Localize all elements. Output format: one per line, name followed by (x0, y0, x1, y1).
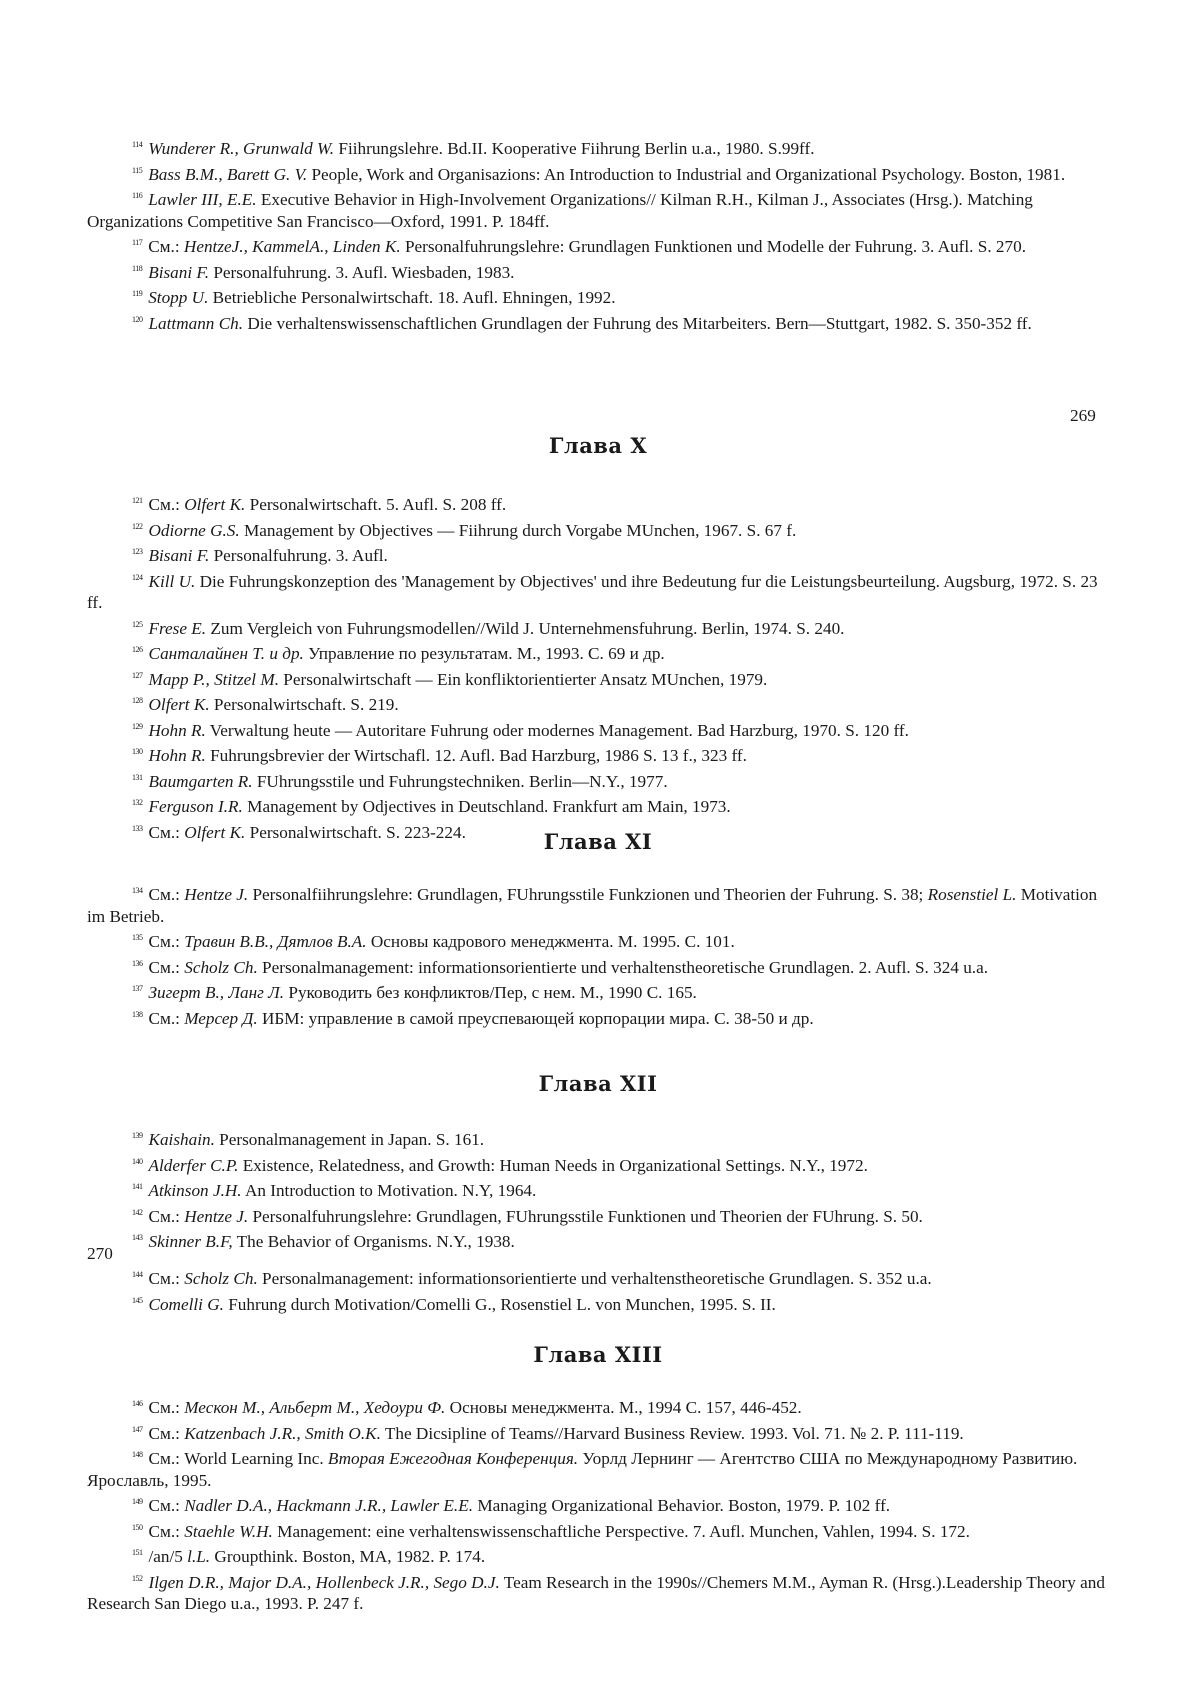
footnote-author: Ferguson I.R. (148, 797, 243, 816)
footnote (87, 1491, 1109, 1517)
footnote (87, 880, 1109, 927)
footnote-author: Atkinson J.H. (148, 1181, 242, 1200)
footnote-author: Мерсер Д. (184, 1008, 258, 1028)
page-number: 270 (87, 1244, 113, 1263)
footnote (87, 690, 1109, 716)
footnote-number: 115 (132, 165, 143, 175)
footnote-number: 134 (132, 886, 143, 895)
footnote-author: Nadler D.A., Hackmann J.R., Lawler E.E. (184, 1496, 474, 1515)
footnote-prefix: См.: (148, 1206, 185, 1226)
footnote-text: Руководить без конфликтов/Пер, с нем. М., 1990 С. 165. (284, 983, 697, 1002)
footnote-prefix: См.: (148, 1008, 185, 1028)
footnote-number: 117 (132, 238, 143, 247)
footnotes-chapter-xi (87, 880, 1109, 1029)
footnote-author: Bisani F. (148, 262, 210, 282)
footnote (87, 516, 1109, 542)
footnote-author: Rosenstiel L. (927, 885, 1017, 904)
footnote-number: 128 (132, 696, 143, 705)
footnote-text: Personalwirtschaft — Ein konfliktorientierter Ansatz MUnchen, 1979. (279, 669, 768, 689)
page-number: 269 (1070, 406, 1096, 425)
footnote (87, 665, 1109, 691)
chapter-heading: Глава XIII (533, 1342, 663, 1367)
footnote-number: 142 (132, 1207, 143, 1217)
footnote-text: Управление по результатам. М., 1993. С. 69 и др. (303, 644, 665, 663)
footnote-number: 138 (132, 1009, 143, 1019)
footnote-author: Мескон М., Альберт М., Хедоури Ф. (184, 1398, 446, 1417)
footnote-number: 145 (132, 1295, 143, 1305)
footnote-text: Team Research in the 1990s//Chemers M.M., Ayman R. (Hrsg.).Leadership Theory and Research San Diego u.a., 1993. P. 247 f. (87, 1572, 1105, 1613)
footnote-author: Lawler III, E.E. (148, 190, 257, 209)
footnote (87, 160, 1109, 186)
footnote (87, 1517, 1109, 1543)
footnote (87, 1176, 1109, 1202)
footnote-number: 151 (132, 1548, 143, 1557)
footnote-number: 130 (132, 747, 143, 756)
footnote-text: People, Work and Organisazions: An Introduction to Industrial and Organizational Psychology. Boston, 1981. (307, 164, 1066, 184)
footnote (87, 1227, 1109, 1253)
footnotes-chapter-xii-continued (87, 1264, 1109, 1315)
footnote (87, 614, 1109, 640)
footnote-text: Основы кадрового менеджмента. М. 1995. С. 101. (366, 932, 735, 951)
footnote (87, 185, 1109, 232)
footnote-text: Personalmanagement: informationsorientierte und verhaltenstheoretische Grundlagen. S. 352 u.a. (257, 1269, 932, 1288)
footnote-prefix: /an/5 (148, 1547, 188, 1566)
footnote-prefix: См.: (148, 237, 184, 256)
footnote-author: Lattmann Ch. (148, 313, 244, 333)
footnote-number: 119 (132, 289, 143, 298)
footnote-author: Scholz Ch. (184, 1269, 258, 1288)
footnote-text: Personalfuhrungslehre: Grundlagen Funktionen und Modelle der Fuhrung. 3. Aufl. S. 270. (400, 237, 1027, 256)
footnote-author: Kill U. (148, 571, 196, 591)
footnote (87, 567, 1109, 614)
footnote-author: Staehle W.H. (184, 1521, 273, 1541)
footnote (87, 716, 1109, 742)
footnote-number: 135 (132, 933, 143, 942)
footnote-author: Odiorne G.S. (148, 520, 240, 540)
footnote (87, 232, 1109, 258)
footnote-author: Bass B.M., Barett G. V. (148, 164, 308, 184)
footnote-number: 137 (132, 984, 143, 993)
footnote-prefix: См.: (148, 1521, 185, 1541)
footnote-text: An Introduction to Motivation. N.Y, 1964. (241, 1181, 537, 1200)
footnote (87, 927, 1109, 953)
footnote (87, 741, 1109, 767)
footnote (87, 1202, 1109, 1228)
footnote (87, 258, 1109, 284)
footnote (87, 639, 1109, 665)
footnote (87, 1568, 1109, 1615)
footnote-text: Die Fuhrungskonzeption des 'Management by Objectives' und ihre Bedeutung fur die Leistungsbeurteilung. Augsburg, 1972. S. 23 ff. (87, 571, 1098, 612)
footnote-number: 114 (132, 140, 143, 149)
footnote-number: 133 (132, 823, 143, 833)
footnote-prefix: См.: (148, 885, 185, 904)
footnote-text: The Dicsipline of Teams//Harvard Business Review. 1993. Vol. 71. № 2. P. 111-119. (380, 1423, 964, 1443)
footnote-author: Comelli G. (148, 1294, 224, 1314)
footnote-number: 139 (132, 1131, 143, 1140)
footnote-text: Fuhrungsbrevier der Wirtschafl. 12. Aufl. Bad Harzburg, 1986 S. 13 f., 323 ff. (205, 746, 747, 765)
footnote-author: Зигерт В., Ланг Л. (148, 983, 285, 1002)
footnote-prefix: См.: (148, 957, 185, 977)
footnote-number: 140 (132, 1156, 143, 1166)
footnote (87, 1419, 1109, 1445)
footnote-author: Hentze J. (184, 885, 249, 904)
footnote-author: Kaishain. (148, 1130, 215, 1149)
footnote (87, 309, 1109, 335)
footnote-prefix: См.: (148, 1496, 185, 1515)
footnote-text: Management: eine verhaltenswissenschaftliche Perspective. 7. Aufl. Munchen, Vahlen, 1994. S. 172. (272, 1521, 970, 1541)
footnote-number: 143 (132, 1233, 143, 1242)
footnote-author: Alderfer C.P. (148, 1155, 239, 1175)
footnote (87, 1151, 1109, 1177)
footnote-prefix: См.: (148, 822, 185, 842)
footnote (87, 767, 1109, 793)
chapter-heading: Глава XII (538, 1071, 658, 1096)
footnote-number: 123 (132, 547, 143, 556)
footnote-author: HentzeJ., KammelA., Linden K. (183, 237, 401, 256)
footnote (87, 953, 1109, 979)
footnote (87, 490, 1109, 516)
footnote-number: 147 (132, 1424, 143, 1434)
footnote-text: Groupthink. Boston, MA, 1982. P. 174. (210, 1547, 486, 1566)
footnote-number: 129 (132, 721, 143, 731)
footnote-text: Existence, Relatedness, and Growth: Human Needs in Organizational Settings. N.Y., 1972. (238, 1155, 868, 1175)
footnote (87, 1444, 1109, 1491)
footnote-number: 149 (132, 1497, 143, 1506)
footnote-author: Katzenbach J.R., Smith O.K. (184, 1423, 381, 1443)
footnote-number: 131 (132, 772, 143, 782)
footnote-number: 125 (132, 619, 143, 629)
footnote (87, 541, 1109, 567)
footnote-text: Основы менеджмента. М., 1994 С. 157, 446-452. (445, 1398, 802, 1417)
footnote-text: Personalfuhrung. 3. Aufl. Wiesbaden, 1983. (209, 262, 515, 282)
footnotes-chapter-xii (87, 1125, 1109, 1253)
footnote-text: Verwaltung heute — Autoritare Fuhrung oder modernes Management. Bad Harzburg, 1970. S. 120 ff. (205, 720, 909, 740)
footnote-author: Травин В.В., Дятлов В.А. (184, 932, 367, 951)
footnote-number: 127 (132, 670, 143, 680)
footnote-number: 136 (132, 958, 143, 968)
footnote-author: Olfert K. (184, 495, 246, 514)
footnote-prefix: См.: (148, 1423, 185, 1443)
footnote-number: 121 (132, 496, 143, 505)
footnote-text: Management by Objectives — Fiihrung durch Vorgabe MUnchen, 1967. S. 67 f. (239, 520, 797, 540)
footnote-text: ИБМ: управление в самой преуспевающей корпорации мира. С. 38-50 и др. (257, 1008, 814, 1028)
footnote-number: 122 (132, 521, 143, 531)
footnote (87, 792, 1109, 818)
footnote-number: 132 (132, 798, 143, 807)
footnote (87, 1290, 1109, 1316)
footnote-prefix: См.: (148, 1269, 185, 1288)
footnote (87, 134, 1109, 160)
footnote-author: Bisani F. (148, 546, 210, 565)
footnote-number: 146 (132, 1399, 143, 1408)
footnote-text: Personalfuhrungslehre: Grundlagen, FUhrungsstile Funktionen und Theorien der FUhrung. S. 50. (248, 1206, 923, 1226)
footnote (87, 1125, 1109, 1151)
footnotes-chapter-x (87, 490, 1109, 843)
footnote-author: Вторая Ежегодная Конференция. (327, 1449, 579, 1468)
footnote-number: 141 (132, 1182, 143, 1191)
footnote-number: 116 (132, 191, 143, 200)
footnote-text: Personalmanagement: informationsorientierte und verhaltenstheoretische Grundlagen. 2. Aufl. S. 324 u.a. (257, 957, 989, 977)
footnote-author: Ilgen D.R., Major D.A., Hollenbeck J.R., Sego D.J. (148, 1572, 500, 1592)
footnote-number: 144 (132, 1270, 143, 1279)
footnote-author: Санталайнен Т. и др. (148, 644, 304, 663)
footnote-author: Olfert K. (148, 695, 210, 714)
footnote-number: 150 (132, 1522, 143, 1532)
footnote-text: Personalwirtschaft. S. 223-224. (245, 822, 466, 842)
footnote-text: Fuhrung durch Motivation/Comelli G., Rosenstiel L. von Munchen, 1995. S. II. (223, 1294, 776, 1314)
footnote-number: 148 (132, 1450, 143, 1459)
footnote-text: FUhrungsstile und Fuhrungstechniken. Berlin—N.Y., 1977. (252, 771, 668, 791)
footnote-number: 124 (132, 572, 143, 582)
footnote-author: Wunderer R., Grunwald W. (148, 139, 335, 158)
footnote-text: Betriebliche Personalwirtschaft. 18. Aufl. Ehningen, 1992. (208, 288, 616, 307)
footnote-text: Die verhaltenswissenschaftlichen Grundlagen der Fuhrung des Mitarbeiters. Bern—Stuttgart, 1982. S. 350-352 ff. (243, 313, 1032, 333)
footnote-prefix: См.: (148, 932, 185, 951)
chapter-heading: Глава X (548, 433, 648, 458)
footnote-text: Personalmanagement in Japan. S. 161. (214, 1130, 485, 1149)
footnote-prefix: См.: (148, 495, 185, 514)
footnote-author: Hohn R. (148, 746, 206, 765)
footnote-text: Zum Vergleich von Fuhrungsmodellen//Wild J. Unternehmensfuhrung. Berlin, 1974. S. 240. (206, 618, 845, 638)
footnote-author: Hentze J. (184, 1206, 249, 1226)
footnote-text: Personalfuhrung. 3. Aufl. (209, 546, 388, 565)
footnote-text: Personalwirtschaft. 5. Aufl. S. 208 ff. (245, 495, 507, 514)
footnote-number: 126 (132, 645, 143, 654)
footnotes-chapter-ix (87, 134, 1109, 334)
footnote-author: Skinner B.F, (148, 1232, 233, 1251)
footnote-author: Scholz Ch. (184, 957, 258, 977)
footnotes-chapter-xiii (87, 1393, 1109, 1615)
footnote (87, 1542, 1109, 1568)
footnote-text: Fiihrungslehre. Bd.II. Kooperative Fiihrung Berlin u.a., 1980. S.99ff. (334, 139, 815, 158)
footnote-author: Hohn R. (148, 720, 206, 740)
footnote-number: 118 (132, 263, 143, 273)
footnote-author: Frese E. (148, 618, 207, 638)
footnote (87, 1393, 1109, 1419)
chapter-heading: Глава XI (543, 829, 653, 854)
footnote (87, 1004, 1109, 1030)
footnote-author: Baumgarten R. (148, 771, 253, 791)
footnote-author: Olfert K. (184, 822, 246, 842)
footnote-text: The Behavior of Organisms. N.Y., 1938. (232, 1232, 515, 1251)
footnote-text: Motivation im Betrieb. (87, 885, 1098, 926)
footnote-text: Уорлд Лернинг — Агентство США по Международному Развитию. Ярославль, 1995. (87, 1449, 1078, 1490)
footnote-prefix: См.: World Learning Inc. (148, 1449, 328, 1468)
footnote-text: Personalwirtschaft. S. 219. (209, 695, 399, 714)
footnote (87, 1264, 1109, 1290)
footnote (87, 283, 1109, 309)
footnote-author: Stopp U. (148, 288, 209, 307)
footnote-author: Mapp P., Stitzel M. (148, 669, 279, 689)
footnote-text: Personalfiihrungslehre: Grundlagen, FUhrungsstile Funkzionen und Theorien der Fuhrung. S. 38; (248, 885, 928, 904)
footnote-text: Executive Behavior in High-Involvement Organizations// Kilman R.H., Kilman J., Associates (Hrsg.). Matching Organizations Competitive San Francisco—Oxford, 1991. P. 184ff. (87, 190, 1033, 231)
footnote-number: 152 (132, 1573, 143, 1583)
footnote-text: Managing Organizational Behavior. Boston, 1979. P. 102 ff. (473, 1496, 891, 1515)
footnote-author: l.L. (187, 1547, 211, 1566)
footnote (87, 978, 1109, 1004)
footnote-number: 120 (132, 314, 143, 324)
footnote-text: Management by Odjectives in Deutschland. Frankfurt am Main, 1973. (242, 797, 731, 816)
footnote-prefix: См.: (148, 1398, 185, 1417)
